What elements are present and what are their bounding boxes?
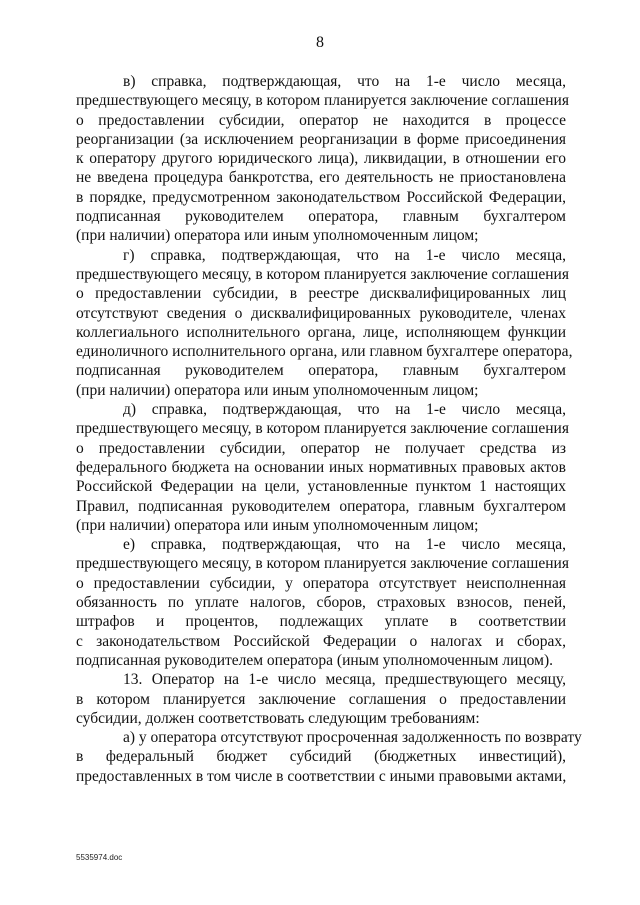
text-line: г) справка, подтверждающая, что на 1-е число месяца, <box>123 246 566 264</box>
text-line: о предоставлении субсидии, в реестре дисквалифицированных лиц <box>76 285 566 303</box>
text-line: о предоставлении субсидии, оператор не находится в процессе <box>76 111 566 129</box>
text-line: обязанность по уплате налогов, сборов, страховых взносов, пеней, <box>76 594 566 612</box>
document-body <box>76 72 582 786</box>
paragraph-g <box>76 246 573 400</box>
paragraph-v <box>76 72 569 246</box>
text-line: подписанная руководителем оператора, главным бухгалтером <box>76 362 566 380</box>
paragraph-e <box>76 535 569 670</box>
text-line: предшествующего месяцу, в котором планируется заключение соглашения <box>76 420 569 438</box>
text-line: подписанная руководителем оператора, главным бухгалтером <box>76 208 566 226</box>
text-line: в котором планируется заключение соглашения о предоставлении <box>76 690 566 708</box>
text-line: д) справка, подтверждающая, что на 1-е число месяца, <box>123 401 566 419</box>
text-line: Правил, подписанная руководителем оператора, главным бухгалтером <box>76 497 566 515</box>
text-line: к оператору другого юридического лица), ликвидации, в отношении его <box>76 150 566 168</box>
text-line: (при наличии) оператора или иным уполномоченным лицом; <box>76 516 479 534</box>
text-line: не введена процедура банкротства, его деятельность не приостановлена <box>76 169 566 187</box>
text-line: (при наличии) оператора или иным уполномоченным лицом; <box>76 381 479 399</box>
text-line: подписанная руководителем оператора (иным уполномоченным лицом). <box>76 651 553 669</box>
text-line: штрафов и процентов, подлежащих уплате в соответствии <box>76 613 566 631</box>
text-line: а) у оператора отсутствуют просроченная задолженность по возврату <box>123 729 582 747</box>
text-line: субсидии, должен соответствовать следующим требованиям: <box>76 709 480 727</box>
text-line: федерального бюджета на основании иных нормативных правовых актов <box>76 458 566 476</box>
text-line: с законодательством Российской Федерации о налогах и сборах, <box>76 632 566 650</box>
text-line: Российской Федерации на цели, установленные пунктом 1 настоящих <box>76 478 566 496</box>
paragraph-d <box>76 400 569 535</box>
text-line: предшествующего месяцу, в котором планируется заключение соглашения <box>76 92 569 110</box>
text-line: о предоставлении субсидии, оператор не получает средства из <box>76 439 566 457</box>
text-line: предшествующего месяцу, в котором планируется заключение соглашения <box>76 265 569 283</box>
text-line: коллегиального исполнительного органа, лице, исполняющем функции <box>76 323 566 341</box>
paragraph-13 <box>76 670 566 728</box>
document-footer: 5535974.doc <box>76 853 123 862</box>
text-line: о предоставлении субсидии, у оператора отсутствует неисполненная <box>76 574 566 592</box>
text-line: в федеральный бюджет субсидий (бюджетных инвестиций), <box>76 748 566 766</box>
page-number: 8 <box>316 34 324 51</box>
text-line: предоставленных в том числе в соответствии с иными правовыми актами, <box>76 767 567 785</box>
paragraph-a <box>76 728 582 786</box>
text-line: предшествующего месяцу, в котором планируется заключение соглашения <box>76 555 569 573</box>
text-line: (при наличии) оператора или иным уполномоченным лицом; <box>76 227 479 245</box>
text-line: в порядке, предусмотренном законодательством Российской Федерации, <box>76 188 566 206</box>
text-line: 13. Оператор на 1-е число месяца, предшествующего месяцу, <box>123 671 566 689</box>
text-line: в) справка, подтверждающая, что на 1-е число месяца, <box>123 73 566 90</box>
text-line: реорганизации (за исключением реорганизации в форме присоединения <box>76 130 566 148</box>
text-line: единоличного исполнительного органа, или главном бухгалтере оператора, <box>76 343 573 361</box>
text-line: е) справка, подтверждающая, что на 1-е число месяца, <box>123 536 566 554</box>
text-line: отсутствуют сведения о дисквалифицированных руководителе, членах <box>76 304 566 322</box>
